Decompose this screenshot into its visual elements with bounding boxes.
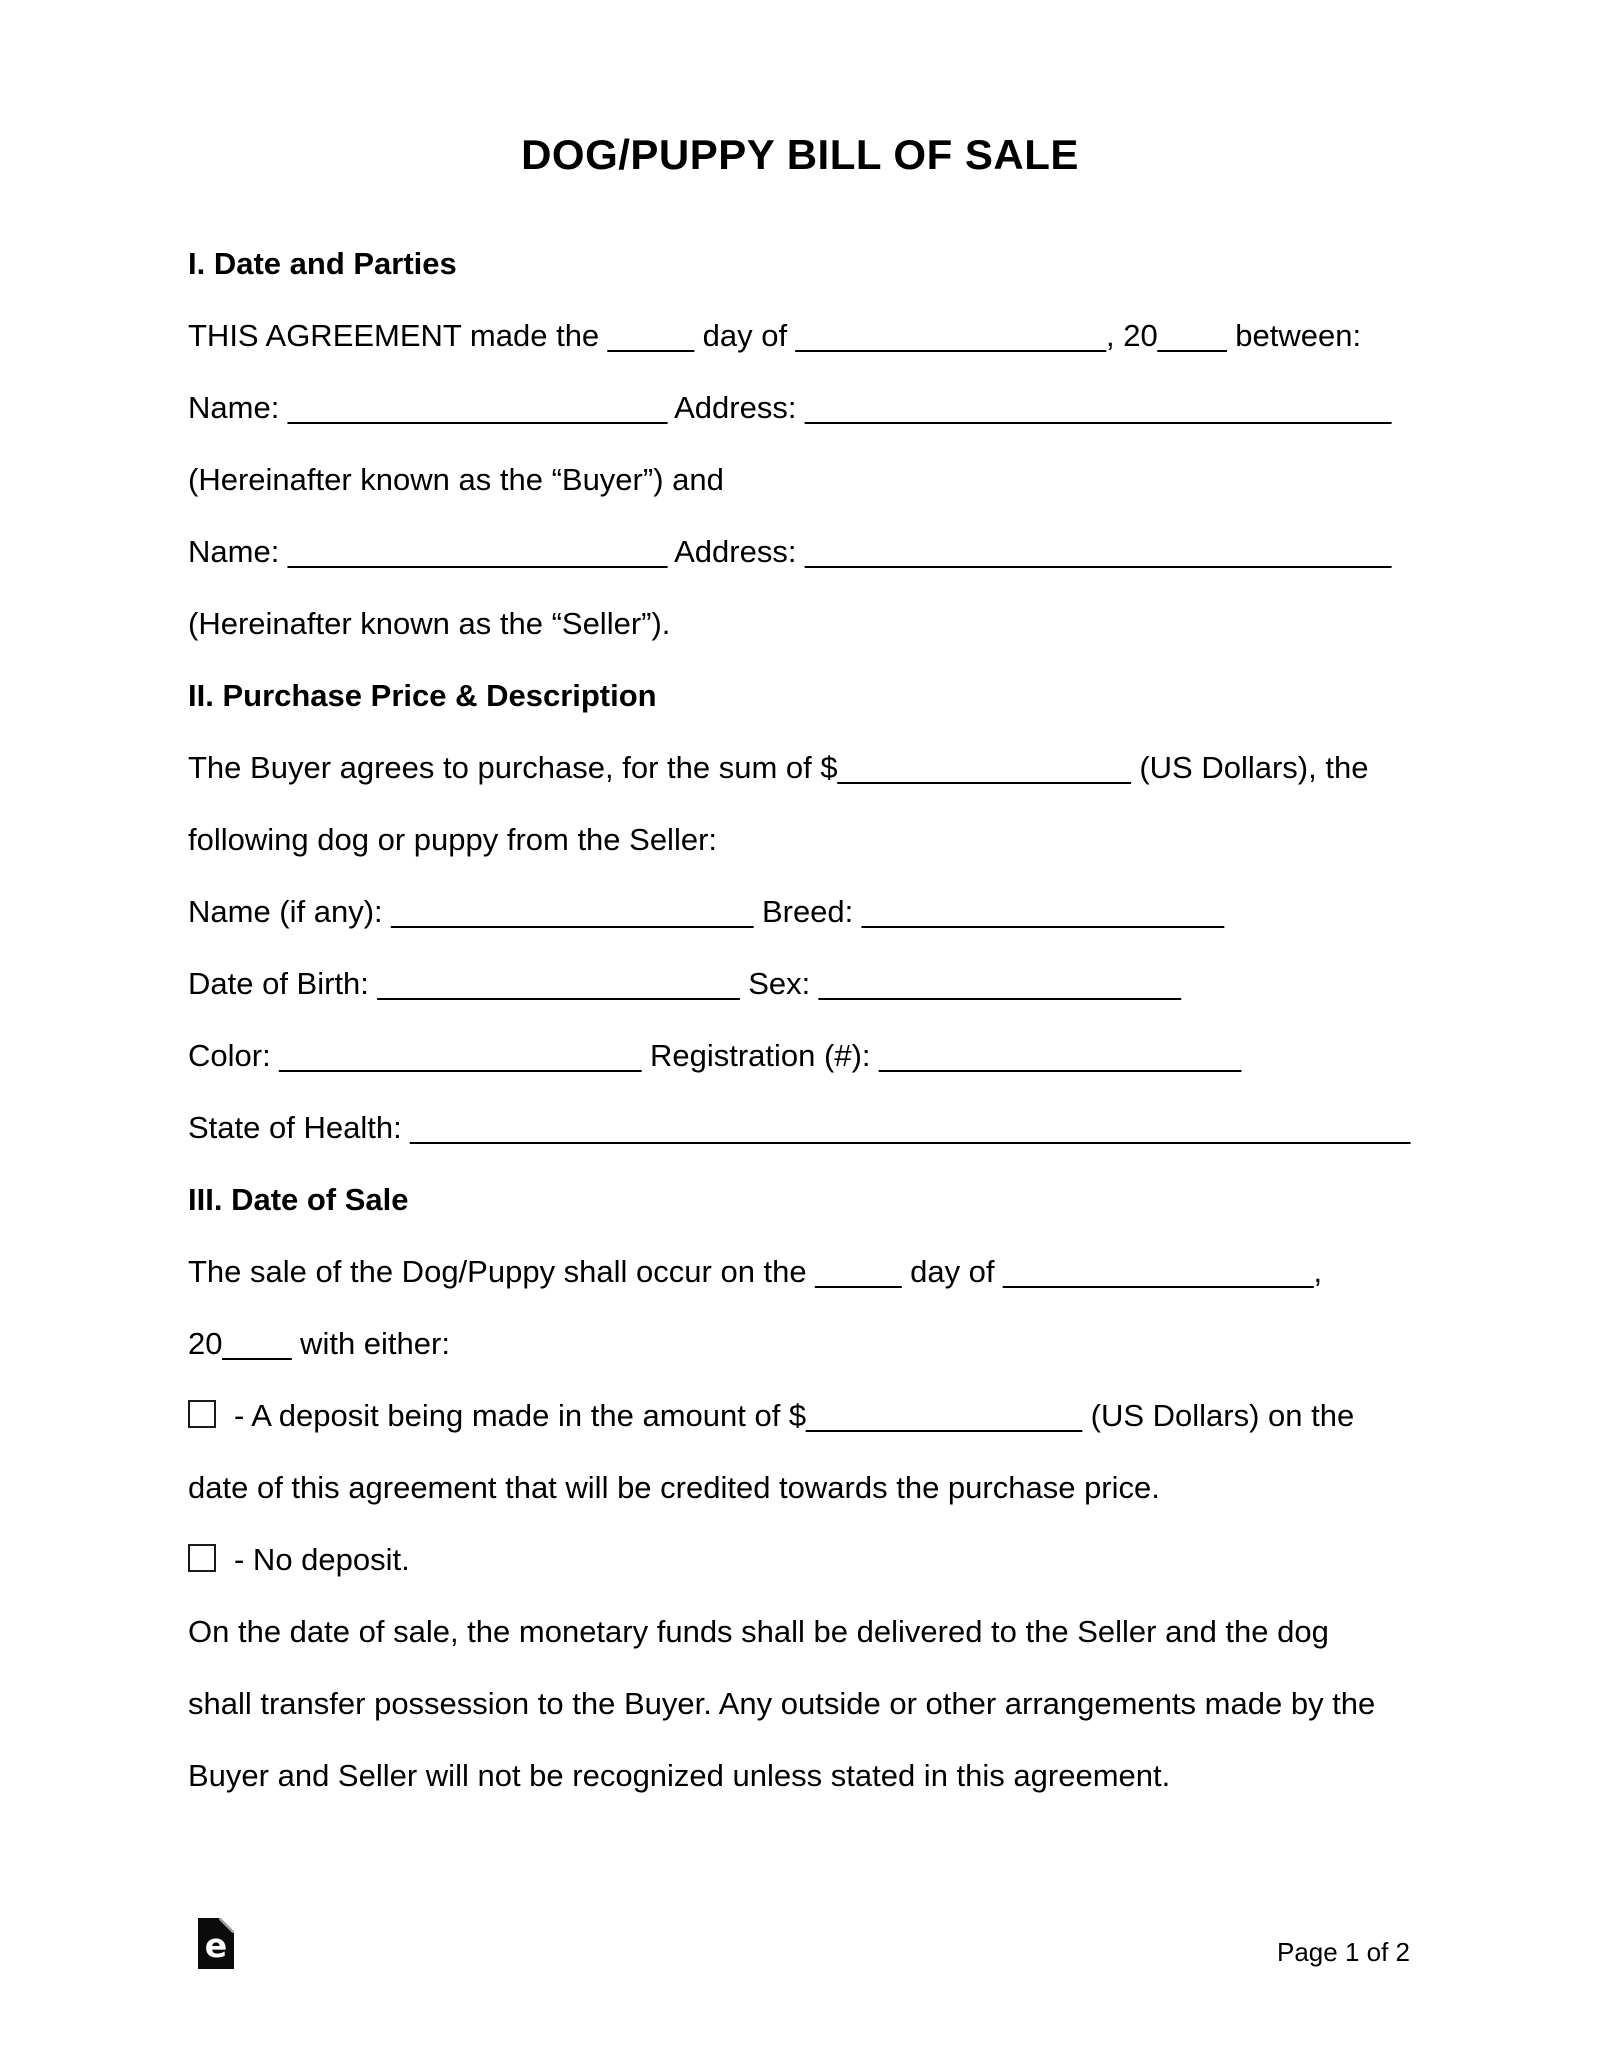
deposit-option-line bbox=[188, 1380, 1412, 1452]
no-deposit-option-text: - No deposit. bbox=[234, 1542, 410, 1577]
funds-delivery-line-3: Buyer and Seller will not be recognized unless stated in this agreement. bbox=[188, 1758, 1171, 1793]
seller-alias-line: (Hereinafter known as the “Seller”). bbox=[188, 606, 671, 641]
section-date-and-parties bbox=[188, 228, 1412, 660]
eforms-logo-letter: e bbox=[204, 1926, 228, 1965]
funds-delivery-line-1: On the date of sale, the monetary funds shall be delivered to the Seller and the dog bbox=[188, 1614, 1329, 1649]
dog-health-line: State of Health: __________________________________________________________ bbox=[188, 1110, 1411, 1145]
section-2-heading: II. Purchase Price & Description bbox=[188, 678, 657, 713]
purchase-price-line-2: following dog or puppy from the Seller: bbox=[188, 822, 718, 857]
document-title: DOG/PUPPY BILL OF SALE bbox=[521, 131, 1079, 178]
no-deposit-option-line bbox=[188, 1524, 1412, 1596]
seller-name-address-line: Name: ______________________ Address: __________________________________ bbox=[188, 534, 1392, 569]
document-content bbox=[188, 0, 1412, 1812]
section-date-of-sale bbox=[188, 1164, 1412, 1812]
agreement-date-line: THIS AGREEMENT made the _____ day of __________________, 20____ between: bbox=[188, 318, 1362, 353]
deposit-option-line-2: date of this agreement that will be credited towards the purchase price. bbox=[188, 1470, 1160, 1505]
dog-color-registration-line: Color: _____________________ Registration (#): _____________________ bbox=[188, 1038, 1242, 1073]
section-3-heading: III. Date of Sale bbox=[188, 1182, 409, 1217]
page-number: Page 1 of 2 bbox=[1277, 1937, 1410, 1967]
deposit-checkbox[interactable] bbox=[188, 1400, 216, 1428]
section-1-heading: I. Date and Parties bbox=[188, 246, 457, 281]
sale-date-line: The sale of the Dog/Puppy shall occur on the _____ day of __________________, bbox=[188, 1254, 1323, 1289]
purchase-price-line: The Buyer agrees to purchase, for the sum of $_________________ (US Dollars), the bbox=[188, 750, 1369, 785]
funds-delivery-line-2: shall transfer possession to the Buyer. Any outside or other arrangements made by the bbox=[188, 1686, 1376, 1721]
no-deposit-checkbox[interactable] bbox=[188, 1544, 216, 1572]
dog-dob-sex-line: Date of Birth: _____________________ Sex: _____________________ bbox=[188, 966, 1181, 1001]
eforms-logo bbox=[198, 1918, 234, 1969]
section-purchase-price-description bbox=[188, 660, 1412, 1164]
dog-name-breed-line: Name (if any): _____________________ Breed: _____________________ bbox=[188, 894, 1224, 929]
buyer-alias-line: (Hereinafter known as the “Buyer”) and bbox=[188, 462, 724, 497]
sale-date-line-2: 20____ with either: bbox=[188, 1326, 450, 1361]
buyer-name-address-line: Name: ______________________ Address: __________________________________ bbox=[188, 390, 1392, 425]
deposit-option-text: - A deposit being made in the amount of $________________ (US Dollars) on the bbox=[234, 1398, 1355, 1433]
page-footer bbox=[188, 1918, 1410, 1969]
